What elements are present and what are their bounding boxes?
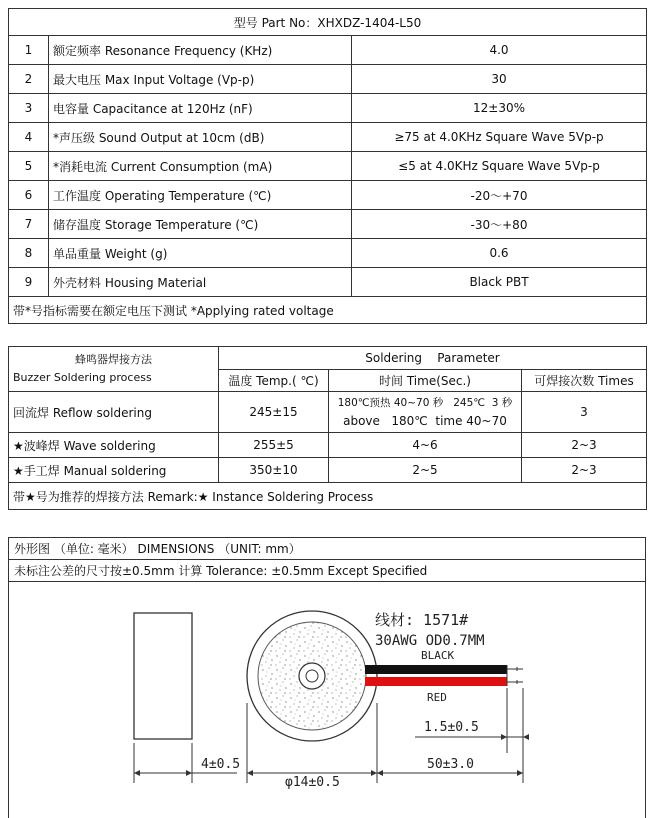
param-label: *消耗电流 Current Consumption (mA) [49, 152, 352, 181]
process-times: 2~3 [522, 433, 647, 458]
process-header-cn: 蜂鸣器焊接方法 [75, 353, 152, 366]
row-number: 5 [9, 152, 49, 181]
thickness-dimension: 4±0.5 [201, 757, 241, 772]
param-label: 最大电压 Max Input Voltage (Vp-p) [49, 65, 352, 94]
row-number: 2 [9, 65, 49, 94]
part-number-title: 型号 Part No：XHXDZ-1404-L50 [9, 9, 647, 36]
dimensions-header: 外形图 （单位: 毫米） DIMENSIONS （UNIT: mm） [9, 538, 645, 560]
time-header: 时间 Time(Sec.) [329, 369, 522, 392]
soldering-row [9, 458, 647, 483]
param-label: 工作温度 Operating Temperature (℃) [49, 181, 352, 210]
param-value: 0.6 [352, 239, 647, 268]
wire-material: 线材: 1571# [375, 611, 469, 629]
process-time: 4~6 [329, 433, 522, 458]
process-temp: 255±5 [219, 433, 329, 458]
spec-row [9, 65, 647, 94]
param-value: Black PBT [352, 268, 647, 297]
spec-row [9, 123, 647, 152]
soldering-row [9, 392, 647, 433]
spec-row [9, 181, 647, 210]
red-wire [365, 677, 507, 686]
diameter-dimension: φ14±0.5 [285, 775, 340, 790]
param-label: 额定频率 Resonance Frequency (KHz) [49, 36, 352, 65]
wire-gauge: 30AWG OD0.7MM [375, 633, 485, 649]
tolerance-note: 未标注公差的尺寸按±0.5mm 计算 Tolerance: ±0.5mm Except Specified [9, 560, 645, 582]
soldering-row [9, 433, 647, 458]
process-temp: 350±10 [219, 458, 329, 483]
param-value: 30 [352, 65, 647, 94]
row-number: 7 [9, 210, 49, 239]
row-number: 3 [9, 94, 49, 123]
row-number: 8 [9, 239, 49, 268]
temp-header: 温度 Temp.( ℃) [219, 369, 329, 392]
row-number: 6 [9, 181, 49, 210]
param-value: ≥75 at 4.0KHz Square Wave 5Vp-p [352, 123, 647, 152]
row-number: 1 [9, 36, 49, 65]
spec-table [8, 8, 647, 324]
spec-row [9, 94, 647, 123]
param-label: 外壳材料 Housing Material [49, 268, 352, 297]
row-number: 9 [9, 268, 49, 297]
dimensions-section [8, 537, 646, 818]
black-label: BLACK [421, 649, 455, 662]
row-number: 4 [9, 123, 49, 152]
parameter-header: Soldering Parameter [219, 347, 647, 370]
side-view [134, 613, 192, 739]
param-label: 电容量 Capacitance at 120Hz (nF) [49, 94, 352, 123]
soldering-table [8, 346, 647, 510]
process-times: 2~3 [522, 458, 647, 483]
times-header: 可焊接次数 Times [522, 369, 647, 392]
red-label: RED [427, 691, 447, 704]
param-value: 4.0 [352, 36, 647, 65]
spec-row [9, 239, 647, 268]
soldering-remark: 带★号为推荐的焊接方法 Remark:★ Instance Soldering Process [9, 483, 647, 510]
param-label: 单品重量 Weight (g) [49, 239, 352, 268]
param-label: 储存温度 Storage Temperature (℃) [49, 210, 352, 239]
process-header [9, 347, 219, 392]
process-time-line2: above 180℃ time 40~70 [343, 414, 507, 428]
black-wire [365, 665, 507, 674]
spec-row [9, 36, 647, 65]
length-dimension: 50±3.0 [427, 757, 474, 772]
param-value: ≤5 at 4.0KHz Square Wave 5Vp-p [352, 152, 647, 181]
process-time-line1: 180℃预热 40~70 秒 245℃ 3 秒 [337, 397, 513, 409]
process-times: 3 [522, 392, 647, 433]
spec-row [9, 152, 647, 181]
spec-row [9, 210, 647, 239]
spec-note: 带*号指标需要在额定电压下测试 *Applying rated voltage [9, 297, 647, 324]
process-temp: 245±15 [219, 392, 329, 433]
spec-row [9, 268, 647, 297]
process-name: 回流焊 Reflow soldering [9, 392, 219, 433]
param-value: 12±30% [352, 94, 647, 123]
dimension-drawing [9, 583, 645, 818]
process-header-en: Buzzer Soldering process [13, 371, 152, 384]
process-time: 2~5 [329, 458, 522, 483]
param-value: -20～+70 [352, 181, 647, 210]
process-name: ★波峰焊 Wave soldering [9, 433, 219, 458]
process-name: ★手工焊 Manual soldering [9, 458, 219, 483]
strip-dimension: 1.5±0.5 [424, 720, 479, 735]
param-value: -30～+80 [352, 210, 647, 239]
param-label: *声压级 Sound Output at 10cm (dB) [49, 123, 352, 152]
process-time [329, 392, 522, 433]
